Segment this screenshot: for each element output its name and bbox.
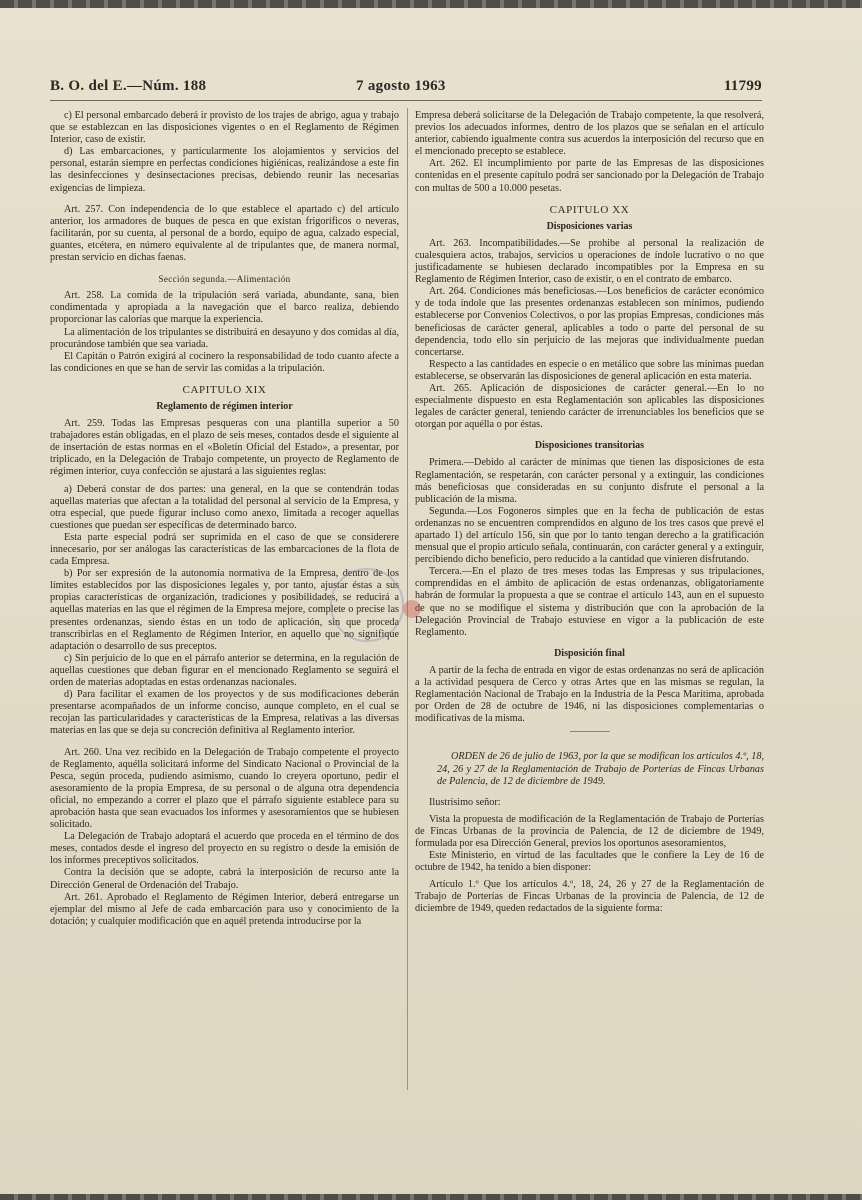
paragraph: c) El personal embarcado deberá ir provisto de los trajes de abrigo, agua y trabajo que se establezcan en las disposiciones vigentes o en el Reglamento de Régimen Interior, caso de existir. xyxy=(50,110,399,146)
left-column xyxy=(50,110,399,928)
paragraph: Artículo 1.º Que los artículos 4.º, 18, 24, 26 y 27 de la Reglamentación de Trabajo de Porterías de Fincas Urbanas de la provincia de Palencia, de 12 de diciembre de 1949, queden redactados de la siguiente forma: xyxy=(415,879,764,915)
paragraph: Segunda.—Los Fogoneros simples que en la fecha de publicación de estas ordenanzas no se encuentren comprendidos en alguno de los tres casos que prevé el apartado 1) del artículo 156, sin que por lo tanto tengan derecho a la gratificación mensual que el propio artículo señala, continuarán, con carácter general y a extinguir, percibiendo dicho beneficio, pero reducido a la cantidad que vinieren disfrutando. xyxy=(415,505,764,566)
paragraph: Art. 259. Todas las Empresas pesqueras con una plantilla superior a 50 trabajadores están obligadas, en el plazo de seis meses, contados desde el siguiente al de insertación de estas normas en el «Boletín Oficial del Estado», a presentar, por triplicado, en la Delegación de Trabajo competente, un proyecto de Reglamento de régimen interior, cuya confección se ajustará a las siguientes reglas: xyxy=(50,418,399,478)
chapter-subheading: Reglamento de régimen interior xyxy=(156,400,293,412)
paragraph: d) Para facilitar el examen de los proyectos y de sus modificaciones deberán presentarse acompañados de un informe conciso, aunque completo, en el cual se recojan las particularidades y características de la Empresa, relativas a las diversas materias en las que se deja su concreción definitiva al Reglamento interior. xyxy=(50,689,399,737)
paragraph: Empresa deberá solicitarse de la Delegación de Trabajo competente, la que resolverá, previos los adecuados informes, dentro de los plazos que se señalan en el artículo anterior, cabiendo igualmente contra sus acuerdos la interposición del recurso que en el mencionado precepto se establece. xyxy=(415,110,764,158)
paragraph: La Delegación de Trabajo adoptará el acuerdo que proceda en el término de dos meses, contados desde el ingreso del proyecto en su registro o desde la emisión de los informes preceptivos solicitados. xyxy=(50,831,399,867)
header-rule xyxy=(50,100,762,101)
paragraph: Art. 258. La comida de la tripulación será variada, abundante, sana, bien condimentada y apropiada a la navegación que el barco realiza, debiendo proporcionar las calorías que marque la experiencia. xyxy=(50,290,399,326)
scan-edge-bottom xyxy=(0,1194,862,1200)
chapter-subheading: Disposiciones varias xyxy=(546,220,633,232)
paragraph: A partir de la fecha de entrada en vigor de estas ordenanzas no será de aplicación a la actividad pesquera de Cerco y otras Artes que en las mismas se regulan, la Reglamentación Nacional de Trabajo en la Industria de la Pesca Marítima, aprobada por Orden de 28 de octubre de 1946, ni las disposiciones complementarias o modificativas de la misma. xyxy=(415,664,764,725)
page-header xyxy=(50,78,762,98)
library-stamp xyxy=(330,568,404,642)
paragraph: Esta parte especial podrá ser suprimida en el caso de que se considerere innecesario, por ser análogas las características de las embarcaciones de la flota de cada Empresa. xyxy=(50,531,399,568)
order-title: ORDEN de 26 de julio de 1963, por la que se modifican los artículos 4.º, 18, 24, 26 y 27 de la Reglamentación de Trabajo de Porterías de Fincas Urbanas de Palencia, de 12 de diciembre de 1949. xyxy=(437,751,765,787)
paragraph: Tercera.—En el plazo de tres meses todas las Empresas y sus tripulaciones, comprendidas en el ámbito de aplicación de estas ordenanzas, obligatoriamente habrán de formular la propuesta a que se contrae el artículo 143, aun en el supuesto de que no se modifique el sistema y distribución que con la aprobación de la Delegación Provincial de Trabajo estuviese en vigor a la publicación de este Reglamento. xyxy=(415,566,764,638)
paragraph: La alimentación de los tripulantes se distribuirá en desayuno y dos comidas al día, procurándose también que sea variada. xyxy=(50,326,399,350)
paragraph: Este Ministerio, en virtud de las facultades que le confiere la Ley de 16 de octubre de 1942, ha tenido a bien disponer: xyxy=(415,850,764,874)
section-heading: Disposiciones transitorias xyxy=(534,440,645,452)
paragraph: Respecto a las cantidades en especie o en metálico que sobre las mínimas puedan establecerse, se observarán las disposiciones de general aplicación en esta materia. xyxy=(415,358,764,382)
header-journal: B. O. del E.—Núm. 188 xyxy=(50,78,207,94)
chapter-heading: CAPITULO XX xyxy=(549,203,630,216)
paragraph: El Capitán o Patrón exigirá al cocinero la responsabilidad de todo cuanto afecte a las condiciones en que se han de servir las comidas a la tripulación. xyxy=(50,350,399,374)
right-column xyxy=(415,110,764,916)
paragraph: Art. 260. Una vez recibido en la Delegación de Trabajo competente el proyecto de Reglamento, aquélla solicitará informe del Sindicato Nacional o Provincial de la Pesca, según proceda, pudiendo asimismo, cuando lo creyera oportuno, pedir el asesoramiento de la propia Empresa, de su personal o de alguna otra dependencia oficial, no empezando a correr el plazo que el párrafo siguiente establece para su aprobación hasta que sean evacuados los informes y asesoramientos que se hubiesen solicitado. xyxy=(50,746,399,831)
paragraph: Art. 264. Condiciones más beneficiosas.—Los beneficios de carácter económico y de toda índole que las presentes ordenanzas establecen son mínimos, pudiendo establecerse por Convenios Colectivos, o por las propias Empresas, condiciones más beneficiosas de carácter general, aplicables a todo o parte del personal de su dependencia, todo ello sin perjuicio de las mejoras que individualmente puedan concertarse. xyxy=(415,286,764,358)
section-heading: Sección segunda.—Alimentación xyxy=(158,274,291,285)
red-stamp-mark xyxy=(403,600,421,618)
salutation: Ilustrísimo señor: xyxy=(429,796,501,808)
paragraph: b) Por ser expresión de la autonomía normativa de la Empresa, dentro de los límites establecidos por las disposiciones legales y, por tanto, ajustar éstas a sus propias características de organización, tradiciones y posibilidades, se reducirá a aquellas materias en las que el régimen de la Empresa mejore, complete o precise las presentes ordenanzas, siendo éstas en un todo de aplicación, sin que proceda transcribirlas en el Reglamento de Régimen Interior, en aquello que no signifique adaptación o desarrollo de sus preceptos. xyxy=(50,568,399,652)
header-page-number: 11799 xyxy=(723,78,762,94)
paragraph: d) Las embarcaciones, y particularmente los alojamientos y servicios del personal, estarán siempre en perfectas condiciones higiénicas, realizándose a este fin las desinfecciones y desinsectaciones precisas, debiendo reunir las necesarias exigencias de limpieza. xyxy=(50,146,399,194)
header-date: 7 agosto 1963 xyxy=(356,78,446,94)
column-divider xyxy=(407,108,408,1090)
paragraph: Primera.—Debido al carácter de mínimas que tienen las disposiciones de esta Reglamentación, se respetarán, con carácter personal y a extinguir, las condiciones más beneficiosas que consideradas en su conjunto disfrute el personal a la publicación de la misma. xyxy=(415,457,764,505)
paragraph: c) Sin perjuicio de lo que en el párrafo anterior se determina, en la regulación de aquellas cuestiones que deban figurar en el mencionado Reglamento se seguirá el orden de materias adoptadas en estas ordenanzas nacionales. xyxy=(50,652,399,689)
paragraph: Art. 262. El incumplimiento por parte de las Empresas de las disposiciones contenidas en el presente capítulo podrá ser sancionado por la Delegación de Trabajo con multas de 500 a 10.000 pesetas. xyxy=(415,158,764,194)
paragraph: Contra la decisión que se adopte, cabrá la interposición de recurso ante la Dirección General de Ordenación del Trabajo. xyxy=(50,867,399,891)
paragraph: Vista la propuesta de modificación de la Reglamentación de Trabajo de Porterías de Fincas Urbanas de la provincia de Palencia, de 12 de diciembre de 1949, formulada por esa Dirección General, previos los oportunos asesoramientos, xyxy=(415,813,764,849)
paragraph: Art. 261. Aprobado el Reglamento de Régimen Interior, deberá entregarse un ejemplar del mismo al Jefe de cada embarcación para uso y conocimiento de la dotación; y cualquier modificación que en aquél pretenda introducirse por la xyxy=(50,891,399,927)
paragraph: a) Deberá constar de dos partes: una general, en la que se contendrán todas aquellas materias que afectan a la totalidad del personal al servicio de la Empresa, y otra especial, que puede figurar incluso como anexo, limitada a recoger aquellas cuestiones que puedan ser específicas de determinado barco. xyxy=(50,483,399,531)
paragraph: Art. 265. Aplicación de disposiciones de carácter general.—En lo no especialmente dispuesto en esta Reglamentación son aplicables las disposiciones legales de carácter general, teniendo carácter de irrenunciables los beneficios que se otorgan por aquélla o por éstas. xyxy=(415,382,764,431)
paragraph: Art. 257. Con independencia de lo que establece el apartado c) del artículo anterior, los armadores de buques de pesca en que existan frigoríficos o neveras, facilitarán, por su cuenta, al personal de a bordo, equipo de agua, calzado especial, guantes, etcétera, en número equivalente al de tripulantes que, de manera normal, prestan servicio en dichas faenas. xyxy=(50,203,399,264)
separator-rule xyxy=(570,731,610,732)
chapter-heading: CAPITULO XIX xyxy=(182,383,267,396)
scan-edge-top xyxy=(0,0,862,8)
section-heading: Disposición final xyxy=(554,647,625,659)
paragraph: Art. 263. Incompatibilidades.—Se prohibe al personal la realización de cualesquiera actos, trabajos, servicios u operaciones de índole lucrativo o no que justificadamente se hubiesen declarado incompatibles por la Empresa en su Reglamento de Régimen Interior, caso de existir, o en el contrato de embarco. xyxy=(415,237,764,286)
